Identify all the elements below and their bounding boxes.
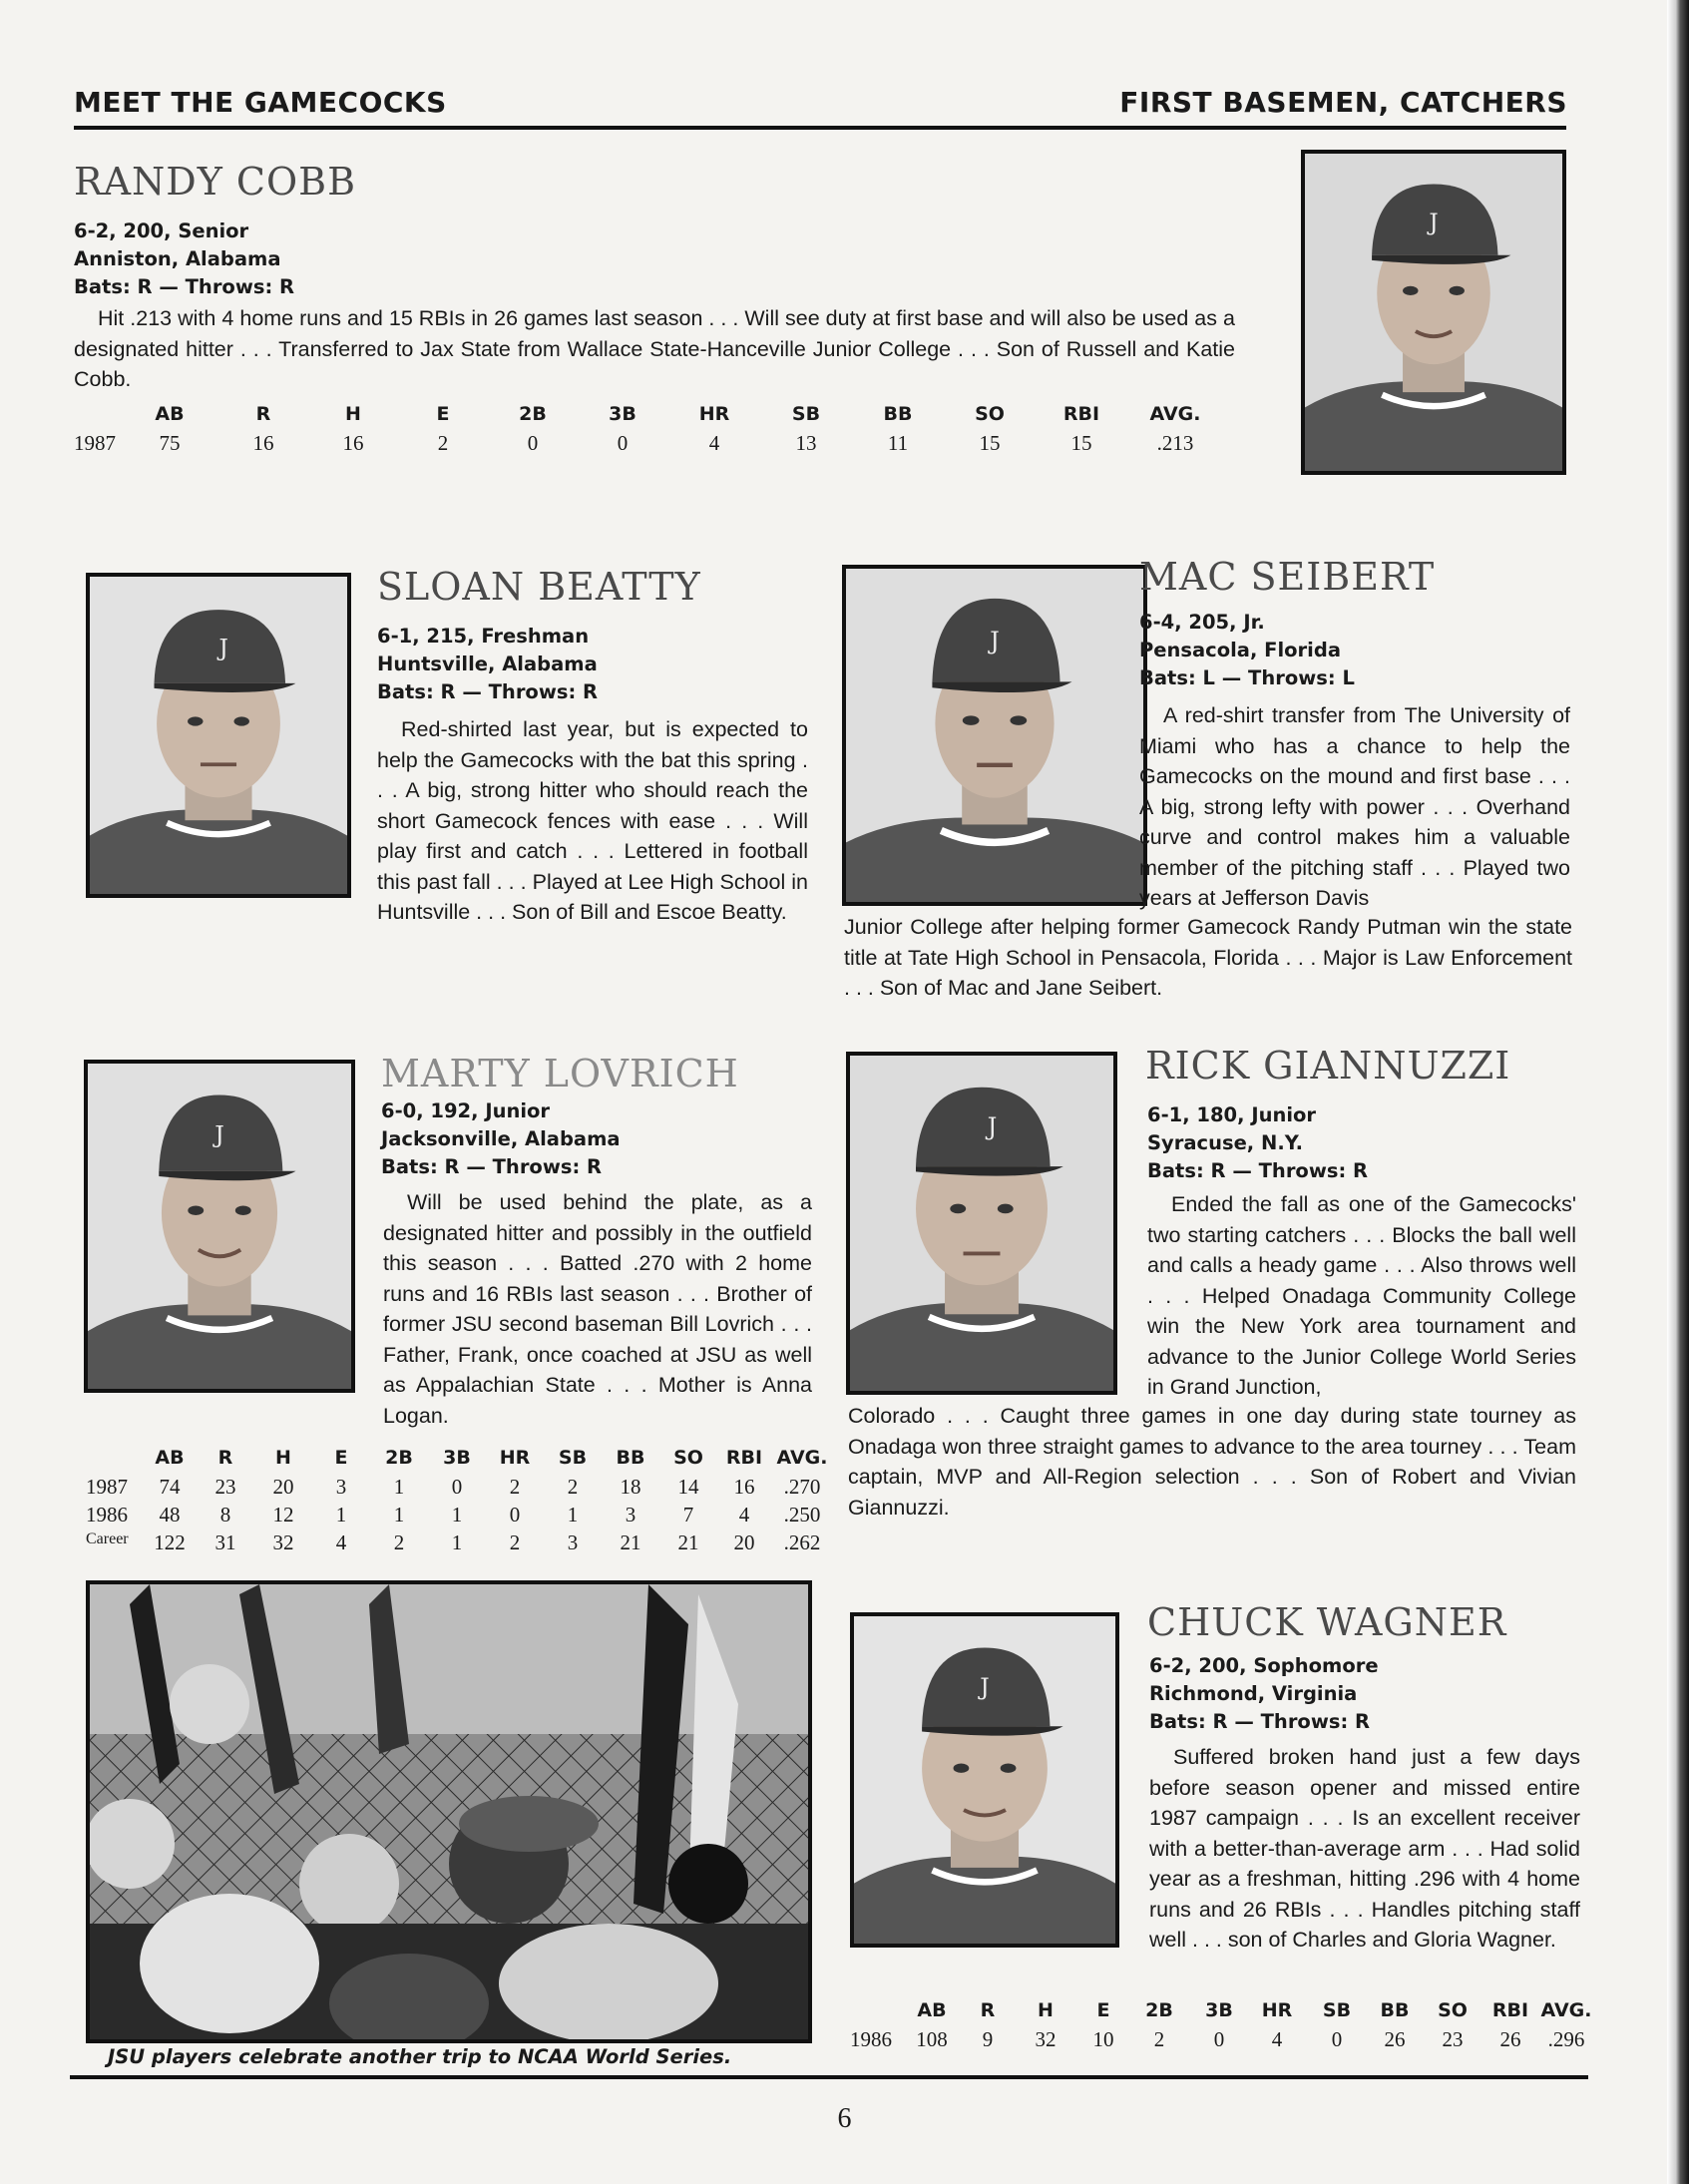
bio-text-continued: Colorado . . . Caught three games in one day during state tourney as Onadaga won three straight games to advance to the area tourney . . . Team captain, MVP and All-Region selection . . . Son of Robert and Vivian Giannuzzi. xyxy=(848,1404,1576,1520)
stats-value-cell: 2 xyxy=(509,1530,521,1554)
stats-value-cell: 2 xyxy=(1153,2027,1165,2051)
player-bio-lovrich xyxy=(383,1187,812,1431)
player-bio-giannuzzi-bottom xyxy=(848,1401,1576,1523)
stats-value-cell: 31 xyxy=(214,1530,236,1554)
player-photo-seibert xyxy=(842,565,1147,906)
vitals-hometown: Anniston, Alabama xyxy=(74,247,281,270)
vitals-bats-throws: Bats: R — Throws: R xyxy=(1149,1710,1371,1733)
stats-header-cell: H xyxy=(1038,1999,1054,2021)
svg-text:J: J xyxy=(1429,210,1439,236)
stats-value-cell: 13 xyxy=(795,431,817,455)
stats-header-cell: E xyxy=(334,1447,348,1469)
player-photo-lovrich xyxy=(84,1060,355,1393)
vitals-hometown: Huntsville, Alabama xyxy=(377,653,598,675)
stats-value-cell: 11 xyxy=(887,431,909,455)
stats-header-cell: SB xyxy=(558,1447,588,1469)
stats-header-cell: 3B xyxy=(443,1447,471,1469)
stats-value-cell: 1 xyxy=(451,1503,463,1527)
vitals-hometown: Jacksonville, Alabama xyxy=(381,1127,621,1150)
vitals-hometown: Pensacola, Florida xyxy=(1139,639,1341,661)
stats-value-cell: 7 xyxy=(682,1503,694,1527)
stats-value-cell: 0 xyxy=(527,431,539,455)
vitals-size: 6-0, 192, Junior xyxy=(381,1099,551,1122)
stats-value-cell: 1 xyxy=(393,1503,405,1527)
section-subtitle: FIRST BASEMEN, CATCHERS xyxy=(1119,86,1567,119)
stats-value-cell: 15 xyxy=(1070,431,1092,455)
stats-value-cell: .296 xyxy=(1547,2027,1585,2051)
stats-value-cell: 2 xyxy=(509,1475,521,1499)
stats-value-cell: .213 xyxy=(1156,431,1194,455)
stats-value-cell: .270 xyxy=(783,1475,821,1499)
vitals-hometown: Richmond, Virginia xyxy=(1149,1682,1358,1705)
player-vitals-beatty xyxy=(377,623,598,706)
stats-value-cell: 26 xyxy=(1384,2027,1406,2051)
stats-header-cell: AVG. xyxy=(1149,403,1201,425)
stats-value-cell: 0 xyxy=(617,431,629,455)
stats-year-label: 1987 xyxy=(86,1475,128,1499)
stats-header-cell: 2B xyxy=(519,403,547,425)
stats-header-cell: RBI xyxy=(1062,403,1100,425)
page-number: 6 xyxy=(837,2103,852,2134)
stats-value-cell: 16 xyxy=(252,431,274,455)
stats-header-cell: H xyxy=(345,403,361,425)
stats-value-cell: 2 xyxy=(567,1475,579,1499)
svg-text:J: J xyxy=(990,627,1000,655)
stats-value-cell: 23 xyxy=(1442,2027,1464,2051)
stats-header-cell: HR xyxy=(698,403,730,425)
player-bio-beatty xyxy=(377,714,808,928)
vitals-bats-throws: Bats: R — Throws: R xyxy=(1147,1159,1369,1182)
stats-value-cell: 48 xyxy=(159,1503,181,1527)
stats-value-cell: 3 xyxy=(335,1475,347,1499)
player-name-seibert: MAC SEIBERT xyxy=(1139,555,1436,599)
bio-text: Red-shirted last year, but is expected to help the Gamecocks with the bat this spring . . . A big, strong hitter who should reach the short Gamecock fences with ease . . . Will play first and catch . . . Lettered in football this past fall . . . Played at Lee High School in Huntsville . . . Son of Bill and Escoe Beatty. xyxy=(377,717,808,924)
stats-value-cell: 1 xyxy=(567,1503,579,1527)
stats-value-cell: 108 xyxy=(916,2027,948,2051)
stats-value-cell: 9 xyxy=(982,2027,994,2051)
stats-header-cell: AVG. xyxy=(1540,1999,1592,2021)
stats-header-cell: SO xyxy=(1438,1999,1468,2021)
stats-header-cell: BB xyxy=(1380,1999,1410,2021)
player-photo-beatty xyxy=(86,573,351,898)
stats-header-cell: HR xyxy=(1261,1999,1293,2021)
stats-header-cell: R xyxy=(255,403,271,425)
stats-value-cell: 23 xyxy=(214,1475,236,1499)
stats-value-cell: 32 xyxy=(272,1530,294,1554)
stats-value-cell: 3 xyxy=(625,1503,636,1527)
stats-value-cell: .262 xyxy=(783,1530,821,1554)
stats-value-cell: 0 xyxy=(1331,2027,1343,2051)
vitals-bats-throws: Bats: L — Throws: L xyxy=(1139,666,1355,689)
vitals-bats-throws: Bats: R — Throws: R xyxy=(377,680,599,703)
stats-header-cell: HR xyxy=(499,1447,531,1469)
vitals-size: 6-2, 200, Sophomore xyxy=(1149,1654,1379,1677)
vitals-size: 6-1, 215, Freshman xyxy=(377,625,590,648)
player-photo-cobb xyxy=(1301,150,1566,475)
player-bio-seibert-top xyxy=(1139,700,1570,914)
stats-header-cell: 2B xyxy=(385,1447,413,1469)
stats-value-cell: 75 xyxy=(159,431,181,455)
stats-value-cell: 20 xyxy=(733,1530,755,1554)
stats-value-cell: 21 xyxy=(620,1530,641,1554)
stats-value-cell: 2 xyxy=(393,1530,405,1554)
stats-header-cell: AVG. xyxy=(776,1447,828,1469)
stats-header-cell: 2B xyxy=(1145,1999,1173,2021)
section-title: MEET THE GAMECOCKS xyxy=(74,86,447,119)
stats-value-cell: 1 xyxy=(393,1475,405,1499)
portrait-image xyxy=(850,1056,1113,1391)
celebration-image xyxy=(90,1584,808,2039)
stats-value-cell: 4 xyxy=(1271,2027,1283,2051)
player-name-cobb: RANDY COBB xyxy=(74,160,357,204)
stats-value-cell: 10 xyxy=(1092,2027,1114,2051)
bio-text: Will be used behind the plate, as a designated hitter and possibly in the outfield this season . . . Batted .270 with 2 home runs and 16 RBIs last season . . . Brother of former JSU second baseman Bill Lovrich . . . Father, Frank, once coached at JSU as well as Appalachian State . . . Mother is Anna Logan. xyxy=(383,1190,812,1428)
portrait-image xyxy=(88,1064,351,1389)
stats-year-label: 1986 xyxy=(850,2027,892,2051)
vitals-size: 6-4, 205, Jr. xyxy=(1139,611,1265,634)
stats-header-cell: BB xyxy=(616,1447,645,1469)
player-photo-wagner xyxy=(850,1612,1119,1948)
stats-header-cell: H xyxy=(275,1447,291,1469)
stats-header-cell: SO xyxy=(673,1447,703,1469)
player-vitals-wagner xyxy=(1149,1652,1379,1736)
vitals-hometown: Syracuse, N.Y. xyxy=(1147,1131,1304,1154)
bio-text: Suffered broken hand just a few days before season opener and missed entire 1987 campaign . . . Is an excellent receiver with a better-than-average arm . . . Had solid year as a freshman, hitting .296 with 4 home runs and 26 RBIs . . . Handles pitching staff well . . . son of Charles and Gloria Wagner. xyxy=(1149,1745,1580,1952)
stats-header-cell: SB xyxy=(791,403,821,425)
stats-value-cell: 0 xyxy=(451,1475,463,1499)
stats-value-cell: 8 xyxy=(219,1503,231,1527)
stats-year-label: 1987 xyxy=(74,431,116,455)
stats-header-cell: AB xyxy=(917,1999,947,2021)
bio-text-continued: Junior College after helping former Gamecock Randy Putman win the state title at Tate High School in Pensacola, Florida . . . Major is Law Enforcement . . . Son of Mac and Jane Seibert. xyxy=(844,915,1572,1000)
stats-value-cell: 14 xyxy=(677,1475,699,1499)
stats-value-cell: 3 xyxy=(567,1530,579,1554)
stats-header-cell: AB xyxy=(155,1447,185,1469)
stats-header-cell: SO xyxy=(975,403,1005,425)
stats-header-cell: R xyxy=(217,1447,233,1469)
player-name-wagner: CHUCK WAGNER xyxy=(1147,1600,1507,1644)
player-vitals-cobb xyxy=(74,218,294,301)
svg-text:J: J xyxy=(218,636,228,661)
footer-rule xyxy=(70,2075,1588,2079)
stats-value-cell: 18 xyxy=(620,1475,641,1499)
stats-value-cell: 16 xyxy=(342,431,364,455)
stats-value-cell: 74 xyxy=(159,1475,181,1499)
stats-header-cell: E xyxy=(1096,1999,1110,2021)
svg-text:J: J xyxy=(987,1112,998,1141)
player-name-lovrich: MARTY LOVRICH xyxy=(381,1052,739,1095)
team-celebration-photo xyxy=(86,1580,812,2043)
bio-text: Ended the fall as one of the Gamecocks' two starting catchers . . . Blocks the ball well and calls a heady game . . . Also throws well . . . Helped Onadaga Community College win the New York area tournament and advance to the Junior College World Series in Grand Junction, xyxy=(1147,1192,1576,1399)
stats-header-cell: E xyxy=(436,403,450,425)
stats-value-cell: 4 xyxy=(335,1530,347,1554)
portrait-image xyxy=(846,569,1143,902)
portrait-image xyxy=(90,577,347,894)
player-bio-wagner xyxy=(1149,1742,1580,1956)
stats-year-label: 1986 xyxy=(86,1503,128,1527)
stats-value-cell: 21 xyxy=(677,1530,699,1554)
page-edge xyxy=(1667,0,1689,2184)
portrait-image xyxy=(1305,154,1562,471)
stats-value-cell: 26 xyxy=(1499,2027,1521,2051)
stats-value-cell: 15 xyxy=(979,431,1001,455)
stats-value-cell: 0 xyxy=(509,1503,521,1527)
stats-value-cell: 4 xyxy=(708,431,720,455)
vitals-size: 6-2, 200, Senior xyxy=(74,219,249,242)
player-photo-giannuzzi xyxy=(846,1052,1117,1395)
stats-header-cell: SB xyxy=(1322,1999,1352,2021)
stats-header-cell: R xyxy=(980,1999,996,2021)
svg-text:J: J xyxy=(214,1119,224,1148)
player-bio-cobb xyxy=(74,303,1235,395)
player-vitals-seibert xyxy=(1139,609,1355,692)
stats-value-cell: 4 xyxy=(738,1503,750,1527)
vitals-bats-throws: Bats: R — Throws: R xyxy=(74,275,295,298)
stats-header-cell: AB xyxy=(155,403,185,425)
stats-value-cell: 16 xyxy=(733,1475,755,1499)
stats-header-cell: BB xyxy=(883,403,913,425)
vitals-size: 6-1, 180, Junior xyxy=(1147,1103,1317,1126)
stats-value-cell: 2 xyxy=(437,431,449,455)
player-name-giannuzzi: RICK GIANNUZZI xyxy=(1145,1044,1511,1088)
bio-text: Hit .213 with 4 home runs and 15 RBIs in 26 games last season . . . Will see duty at first base and will also be used as a designated hitter . . . Transferred to Jax State from Wallace State-Hanceville Junior College . . . Son of Russell and Katie Cobb. xyxy=(74,306,1235,391)
player-name-beatty: SLOAN BEATTY xyxy=(377,565,701,609)
stats-header-cell: 3B xyxy=(609,403,636,425)
player-bio-seibert-bottom xyxy=(844,912,1572,1004)
stats-value-cell: 1 xyxy=(335,1503,347,1527)
stats-value-cell: 0 xyxy=(1213,2027,1225,2051)
player-vitals-giannuzzi xyxy=(1147,1101,1368,1185)
header-rule xyxy=(74,126,1566,130)
svg-text:J: J xyxy=(980,1672,990,1701)
stats-header-cell: RBI xyxy=(725,1447,763,1469)
stats-value-cell: 122 xyxy=(154,1530,186,1554)
stats-value-cell: 12 xyxy=(272,1503,294,1527)
player-bio-giannuzzi-top xyxy=(1147,1189,1576,1403)
stats-value-cell: 1 xyxy=(451,1530,463,1554)
bio-text: A red-shirt transfer from The University of Miami who has a chance to help the Gamecocks on the mound and first base . . . A big, strong lefty with power . . . Overhand curve and control makes him a valuable member of the pitching staff . . . Played two years at Jefferson Davis xyxy=(1139,703,1570,910)
player-vitals-lovrich xyxy=(381,1097,621,1181)
stats-header-cell: RBI xyxy=(1491,1999,1529,2021)
stats-year-label: Career xyxy=(86,1530,129,1547)
photo-caption: JSU players celebrate another trip to NCAA World Series. xyxy=(108,2045,732,2068)
stats-value-cell: .250 xyxy=(783,1503,821,1527)
stats-header-cell: 3B xyxy=(1205,1999,1233,2021)
stats-value-cell: 20 xyxy=(272,1475,294,1499)
stats-value-cell: 32 xyxy=(1035,2027,1056,2051)
portrait-image xyxy=(854,1616,1115,1944)
vitals-bats-throws: Bats: R — Throws: R xyxy=(381,1155,603,1178)
